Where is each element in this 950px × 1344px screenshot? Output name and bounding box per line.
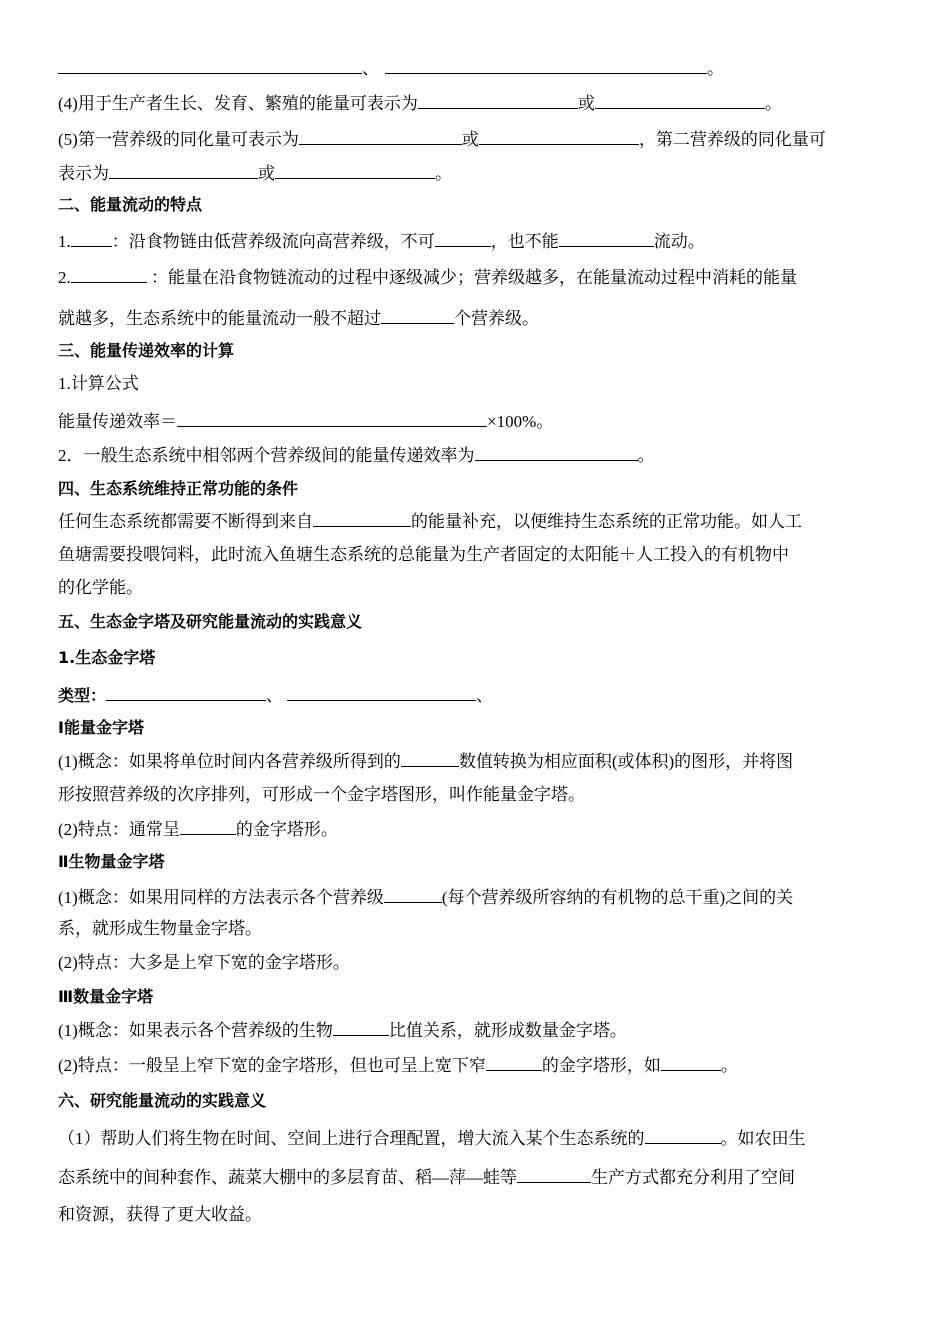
fill-blank[interactable] — [109, 161, 258, 179]
fill-blank[interactable] — [517, 1165, 591, 1183]
fill-blank[interactable] — [385, 56, 707, 74]
text: (2)特点：一般呈上窄下宽的金字塔形，但也可呈上宽下窄 — [58, 1056, 486, 1075]
text-line: 和资源，获得了更大收益。 — [58, 1205, 262, 1224]
subheading: Ⅱ生物量金字塔 — [58, 852, 165, 871]
text-line: 的化学能。 — [58, 578, 143, 597]
text: ×100%。 — [487, 412, 554, 431]
fill-blank[interactable] — [71, 229, 112, 247]
text: 的能量补充，以便维持生态系统的正常功能。如人工 — [411, 512, 802, 531]
text-line — [58, 817, 338, 841]
text-line — [58, 91, 782, 115]
text: 2．一般生态系统中相邻两个营养级间的能量传递效率为 — [58, 446, 475, 465]
subheading: Ⅲ数量金字塔 — [58, 987, 154, 1006]
text-line — [58, 749, 793, 773]
text-line — [58, 885, 793, 909]
text: 流动。 — [653, 232, 705, 251]
fill-blank[interactable] — [645, 1126, 721, 1144]
fill-blank[interactable] — [384, 885, 442, 903]
text-line — [58, 56, 724, 80]
text: 1. — [58, 232, 71, 251]
fill-blank[interactable] — [333, 1018, 389, 1036]
fill-blank[interactable] — [559, 229, 654, 247]
fill-blank[interactable] — [435, 229, 491, 247]
text: (4)用于生产者生长、发育、繁殖的能量可表示为 — [58, 94, 418, 113]
text: 或 — [461, 130, 479, 149]
text-line — [58, 265, 797, 289]
text: 。 — [764, 94, 782, 113]
text-line — [58, 1165, 795, 1189]
fill-blank[interactable] — [401, 749, 459, 767]
text: (1)概念：如果用同样的方法表示各个营养级 — [58, 888, 384, 907]
text: 态系统中的间种套作、蔬菜大棚中的多层育苗、稻—萍—蛙等 — [58, 1168, 517, 1187]
fill-blank[interactable] — [661, 1053, 721, 1071]
text-line: (2)特点：大多是上窄下宽的金字塔形。 — [58, 953, 350, 972]
text-line — [58, 306, 539, 330]
text: 的金字塔形，如 — [541, 1056, 661, 1075]
text: 数值转换为相应面积(或体积)的图形，并将图 — [458, 752, 794, 771]
text-line: 形按照营养级的次序排列，可形成一个金字塔图形，叫作能量金字塔。 — [58, 785, 585, 804]
text: 、 — [476, 686, 494, 705]
fill-blank[interactable] — [180, 817, 236, 835]
fill-blank[interactable] — [475, 443, 638, 461]
text: 就越多，生态系统中的能量流动一般不超过 — [58, 309, 381, 328]
text: 类型： — [58, 686, 107, 705]
text: 、 — [266, 686, 284, 705]
text: 2. — [58, 268, 71, 287]
text-line — [58, 229, 705, 253]
text: ，也不能 — [490, 232, 559, 251]
text: 个营养级。 — [454, 309, 539, 328]
fill-blank[interactable] — [287, 683, 476, 701]
text-line — [58, 127, 826, 151]
text-line — [58, 409, 553, 433]
text-line: 1.计算公式 — [58, 374, 139, 393]
text-line — [58, 1126, 806, 1150]
fill-blank[interactable] — [58, 56, 362, 74]
text: 的金字塔形。 — [235, 820, 338, 839]
subheading: 1.生态金字塔 — [58, 648, 156, 667]
text: ：沿食物链由低营养级流向高营养级，不可 — [111, 232, 435, 251]
subheading: Ⅰ能量金字塔 — [58, 718, 144, 737]
text: 。 — [707, 59, 724, 78]
section-heading: 三、能量传递效率的计算 — [58, 341, 235, 360]
fill-blank[interactable] — [595, 91, 765, 109]
text-line: 鱼塘需要投喂饲料，此时流入鱼塘生态系统的总能量为生产者固定的太阳能＋人工投入的有机物中 — [58, 545, 789, 564]
fill-blank[interactable] — [71, 265, 147, 283]
text: (1)概念：如果将单位时间内各营养级所得到的 — [58, 752, 401, 771]
text-line: 系，就形成生物量金字塔。 — [58, 919, 262, 938]
fill-blank[interactable] — [106, 683, 266, 701]
fill-blank[interactable] — [479, 127, 639, 145]
fill-blank[interactable] — [275, 161, 435, 179]
text: ，第二营养级的同化量可 — [638, 130, 826, 149]
text: 。 — [720, 1056, 738, 1075]
text-line — [58, 443, 655, 467]
text: （1）帮助人们将生物在时间、空间上进行合理配置，增大流入某个生态系统的 — [58, 1129, 645, 1148]
text: (每个营养级所容纳的有机物的总干重)之间的关 — [441, 888, 794, 907]
section-heading: 四、生态系统维持正常功能的条件 — [58, 479, 299, 498]
text: 比值关系，就形成数量金字塔。 — [388, 1021, 627, 1040]
fill-blank[interactable] — [313, 509, 411, 527]
fill-blank[interactable] — [418, 91, 578, 109]
fill-blank[interactable] — [177, 409, 487, 427]
text: 生产方式都充分利用了空间 — [591, 1168, 795, 1187]
text: 任何生态系统都需要不断得到来自 — [58, 512, 313, 531]
text: 或 — [577, 94, 595, 113]
text-line — [58, 1018, 627, 1042]
text: 或 — [258, 164, 275, 183]
text-line — [58, 1053, 738, 1077]
section-heading: 二、能量流动的特点 — [58, 195, 203, 214]
text: (1)概念：如果表示各个营养级的生物 — [58, 1021, 333, 1040]
text: 表示为 — [58, 164, 109, 183]
fill-blank[interactable] — [381, 306, 454, 324]
text: (2)特点：通常呈 — [58, 820, 180, 839]
section-heading: 五、生态金字塔及研究能量流动的实践意义 — [58, 612, 363, 631]
text-line — [58, 683, 493, 707]
fill-blank[interactable] — [299, 127, 462, 145]
text: 、 — [362, 59, 379, 78]
text: (5)第一营养级的同化量可表示为 — [58, 130, 299, 149]
text: 。 — [637, 446, 655, 465]
text-line — [58, 509, 802, 533]
text: 能量传递效率＝ — [58, 412, 177, 431]
fill-blank[interactable] — [486, 1053, 542, 1071]
text: 。如农田生 — [720, 1129, 806, 1148]
section-heading: 六、研究能量流动的实践意义 — [58, 1091, 267, 1110]
text: ：能量在沿食物链流动的过程中逐级减少；营养级越多，在能量流动过程中消耗的能量 — [146, 268, 797, 287]
text-line — [58, 161, 452, 185]
text: 。 — [435, 164, 452, 183]
